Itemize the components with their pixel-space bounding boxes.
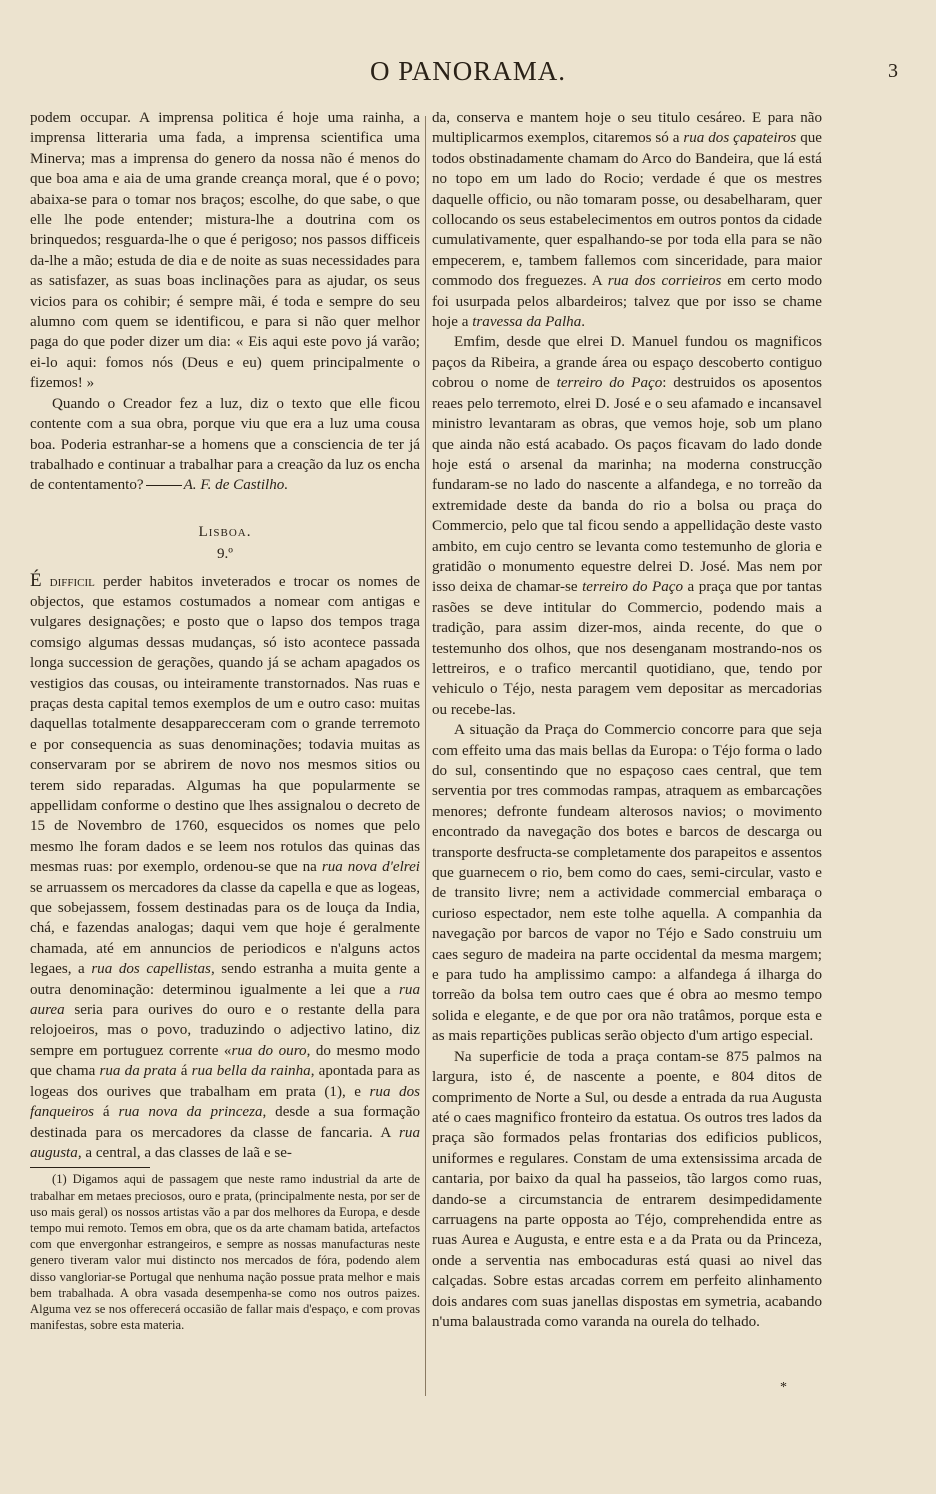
section-title: Lisboa. — [198, 523, 252, 540]
signature: A. F. de Castilho. — [183, 477, 289, 494]
section-number: 9.º — [216, 546, 233, 563]
left-column — [30, 108, 420, 1333]
right-column — [432, 108, 822, 1332]
paragraph: Emfim, desde que elrei D. Manuel fundou os magnificos paços da Ribeira, a grande área ou espaço descoberto contiguo cobrou o nome de terreiro do Paço: destruidos os aposentos reaes pelo terremoto, elrei D. José e o seu afamado e incansavel ministro levantaram as obras, que vemos hoje, sob um plano que ainda não está acabado. Os paços ficavam do lado donde hoje está o arsenal da marinha; na moderna construcção fundaram-se no lado do nascente a alfandega, e no torreão da extremidade deste da banda do rio a bolsa ou praça do Commercio, pelo que tal ficou sendo a appellidação deste vasto ambito, em cujo centro se levanta como testemunho de gloria e gratidão o monumento equestre delrei D. José. Mas nem por isso deixa de chamar-se terreiro do Paço a praça que por tantas rasões se deve intitular do Commercio, podendo mais a tradição, para assim dizer-mos, ainda recente, do que o testemunho dos olhos, que nos desenganam mostrando-nos os lettreiros, e o trafico mercantil quotidiano, que, tendo por vehiculo o Téjo, nesta paragem vem depositar as mercadorias ou recebe-las. — [432, 334, 822, 718]
page-title: O PANORAMA. — [369, 56, 567, 86]
paragraph: da, conserva e mantem hoje o seu titulo cesáreo. E para não multiplicarmos exemplos, citaremos só a rua dos çapateiros que todos obstinadamente chamam do Arco do Bandeira, que lá está no topo em um lado do Rocio; verdade é que os mestres daquelle officio, ou não tomaram posse, ou desabelharam, quer collocando os seus estabelecimentos em outros pontos da cidade cumulativamente, quer espalhando-se por toda ella para se não empecerem, e, tambem fallemos com sinceridade, para maior commodo dos freguezes. A rua dos corrieiros em certo modo foi usurpada pelos albardeiros; talvez que por isso se chame hoje a travessa da Palha. — [432, 110, 822, 331]
footnote: (1) Digamos aqui de passagem que neste ramo industrial da arte de trabalhar em metaes preciosos, ouro e prata, (principalmente nesta, por ser de uso mais geral) os nossos artistas vão a par dos melhores da Europa, e desde tempo mui remoto. Temos em obra, que os da arte chamam batida, artefactos com que envergonhar estrangeiros, e sempre as nossas manufacturas neste genero tiveram valor mui distincto nos mercados de fóra, podendo alem disso vangloriar-se Portugal que nenhuma nação possue prata melhor e mais bem trabalhada. A obra vasada desempenha-se como nos outros paizes. Alguma vez se nos offerecerá occasião de fallar mais d'espaço, e com provas manifestas, sobre esta materia. — [30, 1172, 420, 1333]
signature-dash — [146, 485, 182, 486]
footnote-rule — [30, 1167, 150, 1168]
end-mark: * — [780, 1380, 787, 1395]
page-number: 3 — [888, 60, 898, 82]
paragraph: podem occupar. A imprensa politica é hoje uma rainha, a imprensa litteraria uma fada, a imprensa scientifica uma Minerva; mas a imprensa do genero da nossa não é menos do que boa ama e aia de uma grande creança moral, que é o povo; abaixa-se para o tomar nos braços; escolhe, do que sabe, o que elle lhe pode entender; mistura-lhe a doutrina com os brinquedos; resguarda-lhe o que é perigoso; nos passos difficeis da-lhe a mão; estuda de dia e de noite as suas necessidades para as satisfazer, as suas boas inclinações para as ajudar, os seus vicios para os cohibir; é sempre mãi, é toda e sempre do seu alumno com quem se identificou, e para si não quer melhor paga do que poder dizer um dia: « Eis aqui este povo já varão; ei-lo aqui: fomos nós (Deus e eu) quem principalmente o fizemos! » — [30, 110, 420, 392]
paragraph: Quando o Creador fez a luz, diz o texto que elle ficou contente com a sua obra, porque viu que era a luz uma cousa boa. Poderia estranhar-se a homens que a consciencia de ter já trabalhado e continuar a trabalhar para a creação da luz os encha de contentamento? A. F. de Castilho. — [30, 395, 420, 494]
paragraph: É difficil perder habitos inveterados e trocar os nomes de objectos, que estamos costumados a nomear com antigas e vulgares designações; e posto que o lapso dos tempos traga comsigo algumas dessas mudanças, só isto acontece passada longa succession de gerações, quando já se acham apagados os vestigios das cousas, ou inteiramente transtornados. Nas ruas e praças desta capital temos exemplos de um e outro caso: muitas daquellas totalmente desapparecceram com o grande terremoto e por consequencia as suas denominações; todavia muitas as conservaram por se abrirem de novo nos mesmos sitios ou terem sido reparadas. Algumas ha que popularmente se appellidam conforme o destino que lhes assignalou o decreto de 15 de Novembro de 1760, esquecidos os nomes que pelo mesmo lhe foram dados e se leem nos rotulos das quinas das mesmas ruas: por exemplo, ordenou-se que na rua nova d'elrei se arruassem os mercadores da classe da capella e que as logeas, que sobejassem, fossem destinadas para os de louça da India, chá, e fazendas analogas; daqui vem que hoje é geralmente chamada, até em annuncios de periodicos e n'alguns actos legaes, a rua dos capellistas, sendo estranha a muita gente a outra denominação: determinou igualmente a lei que a rua aurea seria para ourives do ouro e o restante della para relojoeiros, mas o povo, traduzindo o adjectivo latino, diz sempre em portuguez corrente «rua do ouro, do mesmo modo que chama rua da prata á rua bella da rainha, apontada para as logeas dos ourives que trabalham em prata (1), e rua dos fanqueiros á rua nova da princeza, desde a sua formação destinada para os mercadores da classe de fancaria. A rua augusta, a central, a das classes de laã e se- — [30, 569, 421, 1161]
paragraph: A situação da Praça do Commercio concorre para que seja com effeito uma das mais bellas da Europa: o Téjo forma o lado do sul, consentindo que no espaçoso caes central, que tem serventia por tres commodas rampas, atraquem as embarcações menores; defronte fundeam alterosos navios; o movimento encontrado da navegação dos botes e barcos de descarga ou transporte desfructa-se completamente dos parapeitos e assentos que guarnecem o rio, bem como do caes, semi-circular, vasto e de transito livre; nem a actividade commercial embaraça o curioso espectador, nem este tolhe aquella. A companhia da navegação por barcos de vapor no Téjo e Sado construiu um caes seguro de madeira na parte occidental da mesma margem; e para tudo ha amplissimo campo: a alfandega á ilharga do torreão da bolsa tem outro caes que é obra ao mesmo tempo solida e elegante, e de que por ora não tratâmos, porque esta e as mais repartições publicas serão objecto d'um artigo especial. — [432, 722, 822, 1045]
page-header — [30, 56, 906, 96]
column-divider — [425, 116, 426, 1396]
paragraph: Na superficie de toda a praça contam-se 875 palmos na largura, isto é, de nascente a poente, e 804 ditos de comprimento de Norte a Sul, ou desde a entrada da rua Augusta até o caes magnifico fronteiro da estatua. Os outros tres lados da praça são formados pelas frontarias dos edificios publicos, uniformes e regulares. Constam de uma extensissima arcada de cantaria, por baixo da qual ha passeios, tão largos como ruas, dando-se a circumstancia de entrarem desimpedidamente carruagens na parte opposta ao Téjo, comprehendida entre as ruas Aurea e Augusta, e entre esta e a da Prata ou da Princeza, onde a serventia nas embocaduras está quasi ao nivel das calçadas. Sobre estas arcadas correm em perfeito alinhamento dois andares com suas janellas dispostas em symetria, acabando n'uma balaustrada como varanda na ourela do telhado. — [432, 1048, 822, 1330]
drop-cap: É — [30, 569, 42, 591]
